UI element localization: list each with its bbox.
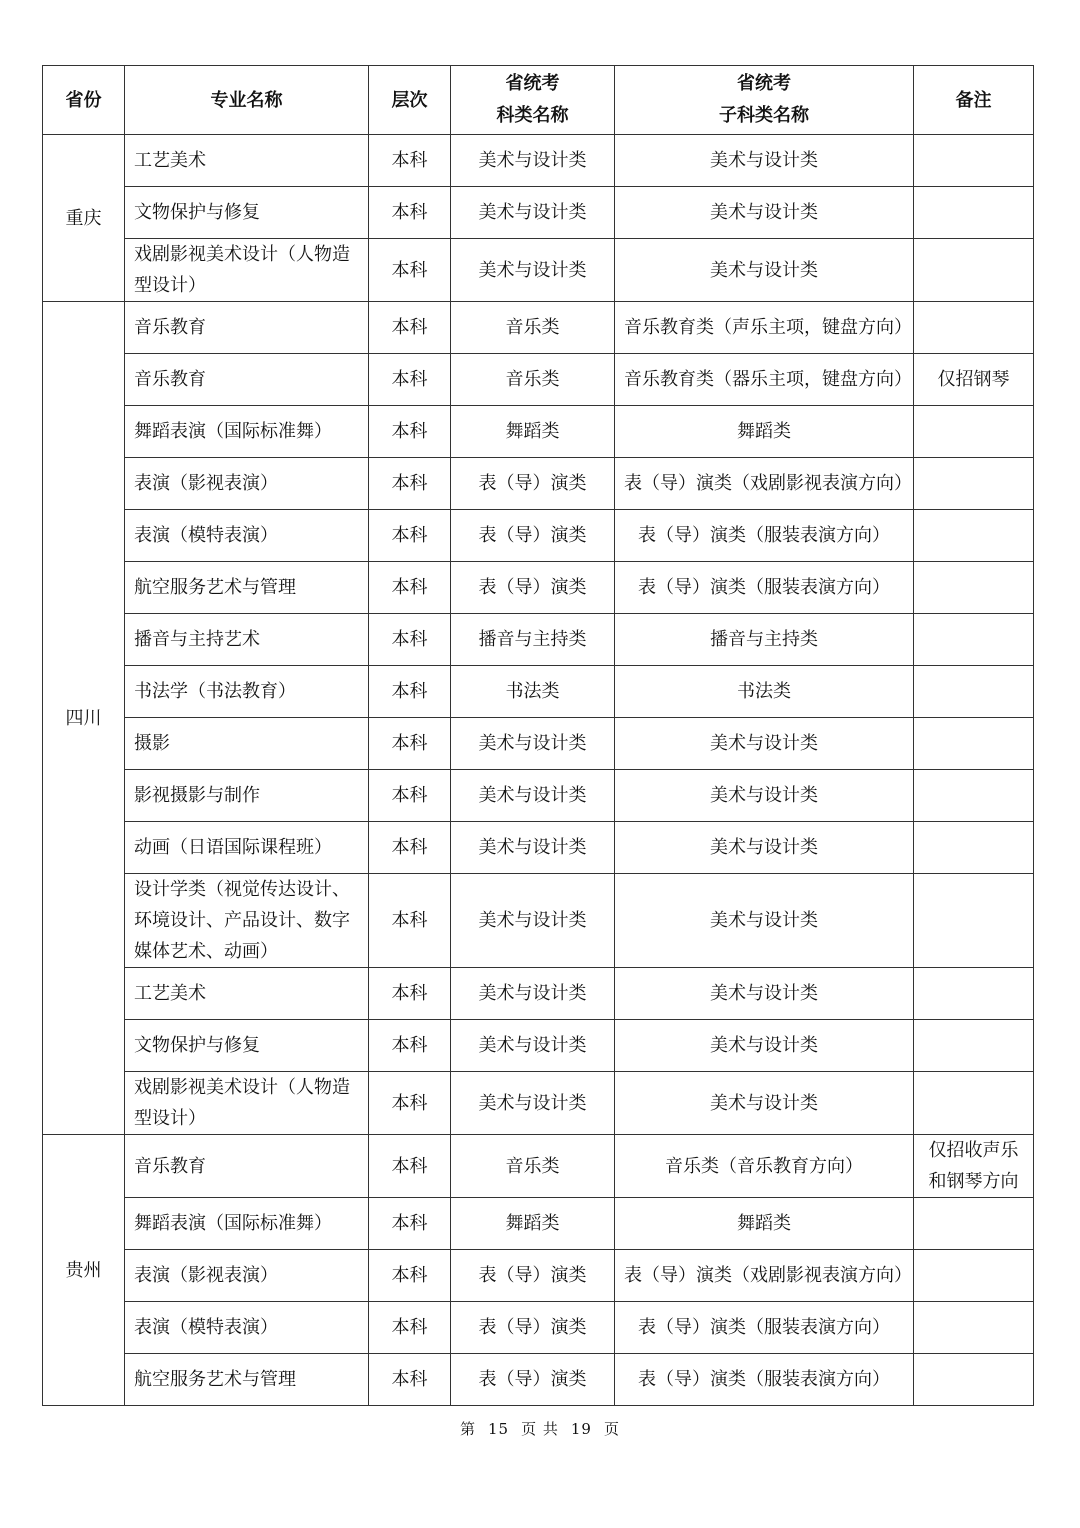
category-cell: 美术与设计类 bbox=[451, 187, 615, 239]
category-cell: 播音与主持类 bbox=[451, 614, 615, 666]
category-cell: 美术与设计类 bbox=[451, 822, 615, 874]
subcategory-cell: 美术与设计类 bbox=[615, 822, 914, 874]
table-row bbox=[43, 1354, 1034, 1406]
level-cell: 本科 bbox=[369, 1072, 451, 1135]
table-row bbox=[43, 510, 1034, 562]
remarks-cell bbox=[914, 187, 1034, 239]
table-row bbox=[43, 666, 1034, 718]
level-cell: 本科 bbox=[369, 302, 451, 354]
level-cell: 本科 bbox=[369, 1198, 451, 1250]
province-cell: 重庆 bbox=[43, 135, 125, 302]
remarks-cell bbox=[914, 1250, 1034, 1302]
subcategory-cell: 表（导）演类（戏剧影视表演方向） bbox=[615, 458, 914, 510]
table-row bbox=[43, 562, 1034, 614]
category-cell: 美术与设计类 bbox=[451, 968, 615, 1020]
table-row bbox=[43, 1198, 1034, 1250]
header-category-line1: 省统考 bbox=[505, 73, 560, 94]
header-row bbox=[43, 66, 1034, 135]
subcategory-cell: 表（导）演类（服装表演方向） bbox=[615, 510, 914, 562]
subcategory-cell: 美术与设计类 bbox=[615, 770, 914, 822]
table-row bbox=[43, 1135, 1034, 1198]
level-cell: 本科 bbox=[369, 1135, 451, 1198]
remarks-cell bbox=[914, 874, 1034, 968]
category-cell: 舞蹈类 bbox=[451, 1198, 615, 1250]
table-row bbox=[43, 718, 1034, 770]
category-cell: 美术与设计类 bbox=[451, 718, 615, 770]
level-cell: 本科 bbox=[369, 1250, 451, 1302]
level-cell: 本科 bbox=[369, 187, 451, 239]
header-major: 专业名称 bbox=[125, 66, 369, 135]
category-cell: 表（导）演类 bbox=[451, 1250, 615, 1302]
level-cell: 本科 bbox=[369, 458, 451, 510]
level-cell: 本科 bbox=[369, 770, 451, 822]
category-cell: 音乐类 bbox=[451, 354, 615, 406]
header-remarks: 备注 bbox=[914, 66, 1034, 135]
category-cell: 美术与设计类 bbox=[451, 239, 615, 302]
category-cell: 表（导）演类 bbox=[451, 562, 615, 614]
header-category bbox=[451, 66, 615, 135]
subcategory-cell: 美术与设计类 bbox=[615, 1072, 914, 1135]
major-cell: 文物保护与修复 bbox=[125, 1020, 369, 1072]
province-cell: 贵州 bbox=[43, 1135, 125, 1406]
subcategory-cell: 播音与主持类 bbox=[615, 614, 914, 666]
subcategory-cell: 表（导）演类（服装表演方向） bbox=[615, 1302, 914, 1354]
major-cell: 表演（模特表演） bbox=[125, 510, 369, 562]
category-cell: 书法类 bbox=[451, 666, 615, 718]
table-row bbox=[43, 822, 1034, 874]
table-row bbox=[43, 1020, 1034, 1072]
major-cell: 表演（影视表演） bbox=[125, 458, 369, 510]
subcategory-cell: 舞蹈类 bbox=[615, 1198, 914, 1250]
remarks-cell bbox=[914, 458, 1034, 510]
major-cell: 设计学类（视觉传达设计、环境设计、产品设计、数字媒体艺术、动画） bbox=[125, 874, 369, 968]
remarks-cell: 仅招收声乐和钢琴方向 bbox=[914, 1135, 1034, 1198]
major-cell: 动画（日语国际课程班） bbox=[125, 822, 369, 874]
subcategory-cell: 音乐类（音乐教育方向） bbox=[615, 1135, 914, 1198]
remarks-cell bbox=[914, 968, 1034, 1020]
remarks-cell bbox=[914, 1354, 1034, 1406]
table-row bbox=[43, 614, 1034, 666]
level-cell: 本科 bbox=[369, 718, 451, 770]
category-cell: 美术与设计类 bbox=[451, 1072, 615, 1135]
major-cell: 文物保护与修复 bbox=[125, 187, 369, 239]
level-cell: 本科 bbox=[369, 354, 451, 406]
subcategory-cell: 美术与设计类 bbox=[615, 968, 914, 1020]
category-cell: 表（导）演类 bbox=[451, 510, 615, 562]
major-cell: 航空服务艺术与管理 bbox=[125, 1354, 369, 1406]
remarks-cell bbox=[914, 822, 1034, 874]
subcategory-cell: 美术与设计类 bbox=[615, 874, 914, 968]
level-cell: 本科 bbox=[369, 239, 451, 302]
category-cell: 表（导）演类 bbox=[451, 458, 615, 510]
category-cell: 美术与设计类 bbox=[451, 1020, 615, 1072]
major-cell: 播音与主持艺术 bbox=[125, 614, 369, 666]
footer-page-number: 15 bbox=[488, 1420, 510, 1438]
remarks-cell bbox=[914, 1198, 1034, 1250]
level-cell: 本科 bbox=[369, 968, 451, 1020]
table-row bbox=[43, 874, 1034, 968]
subcategory-cell: 音乐教育类（声乐主项，键盘方向） bbox=[615, 302, 914, 354]
remarks-cell: 仅招钢琴 bbox=[914, 354, 1034, 406]
major-cell: 舞蹈表演（国际标准舞） bbox=[125, 1198, 369, 1250]
table-row bbox=[43, 354, 1034, 406]
subcategory-cell: 表（导）演类（戏剧影视表演方向） bbox=[615, 1250, 914, 1302]
subcategory-cell: 美术与设计类 bbox=[615, 718, 914, 770]
category-cell: 美术与设计类 bbox=[451, 135, 615, 187]
remarks-cell bbox=[914, 718, 1034, 770]
major-cell: 舞蹈表演（国际标准舞） bbox=[125, 406, 369, 458]
table-row bbox=[43, 135, 1034, 187]
subcategory-cell: 美术与设计类 bbox=[615, 187, 914, 239]
table-row bbox=[43, 239, 1034, 302]
subcategory-cell: 美术与设计类 bbox=[615, 135, 914, 187]
table-row bbox=[43, 1302, 1034, 1354]
major-cell: 戏剧影视美术设计（人物造型设计） bbox=[125, 239, 369, 302]
header-subcategory bbox=[615, 66, 914, 135]
table-row bbox=[43, 458, 1034, 510]
subcategory-cell: 表（导）演类（服装表演方向） bbox=[615, 1354, 914, 1406]
subcategory-cell: 美术与设计类 bbox=[615, 239, 914, 302]
subcategory-cell: 美术与设计类 bbox=[615, 1020, 914, 1072]
major-cell: 音乐教育 bbox=[125, 354, 369, 406]
major-cell: 表演（影视表演） bbox=[125, 1250, 369, 1302]
major-cell: 工艺美术 bbox=[125, 968, 369, 1020]
major-cell: 航空服务艺术与管理 bbox=[125, 562, 369, 614]
level-cell: 本科 bbox=[369, 614, 451, 666]
province-cell: 四川 bbox=[43, 302, 125, 1135]
header-province: 省份 bbox=[43, 66, 125, 135]
footer-middle: 页 共 bbox=[521, 1420, 559, 1438]
remarks-cell bbox=[914, 135, 1034, 187]
level-cell: 本科 bbox=[369, 562, 451, 614]
major-cell: 音乐教育 bbox=[125, 1135, 369, 1198]
major-cell: 表演（模特表演） bbox=[125, 1302, 369, 1354]
header-subcategory-line1: 省统考 bbox=[737, 73, 791, 94]
level-cell: 本科 bbox=[369, 874, 451, 968]
major-cell: 书法学（书法教育） bbox=[125, 666, 369, 718]
remarks-cell bbox=[914, 614, 1034, 666]
level-cell: 本科 bbox=[369, 1302, 451, 1354]
level-cell: 本科 bbox=[369, 1354, 451, 1406]
remarks-cell bbox=[914, 770, 1034, 822]
category-cell: 美术与设计类 bbox=[451, 874, 615, 968]
remarks-cell bbox=[914, 666, 1034, 718]
major-cell: 戏剧影视美术设计（人物造型设计） bbox=[125, 1072, 369, 1135]
subcategory-cell: 舞蹈类 bbox=[615, 406, 914, 458]
category-cell: 舞蹈类 bbox=[451, 406, 615, 458]
level-cell: 本科 bbox=[369, 135, 451, 187]
major-cell: 工艺美术 bbox=[125, 135, 369, 187]
subcategory-cell: 书法类 bbox=[615, 666, 914, 718]
subcategory-cell: 音乐教育类（器乐主项，键盘方向） bbox=[615, 354, 914, 406]
level-cell: 本科 bbox=[369, 1020, 451, 1072]
header-level: 层次 bbox=[369, 66, 451, 135]
subcategory-cell: 表（导）演类（服装表演方向） bbox=[615, 562, 914, 614]
remarks-cell bbox=[914, 406, 1034, 458]
table-row bbox=[43, 406, 1034, 458]
table-row bbox=[43, 302, 1034, 354]
table-row bbox=[43, 1250, 1034, 1302]
level-cell: 本科 bbox=[369, 822, 451, 874]
remarks-cell bbox=[914, 1302, 1034, 1354]
footer-suffix: 页 bbox=[603, 1420, 620, 1438]
major-cell: 影视摄影与制作 bbox=[125, 770, 369, 822]
remarks-cell bbox=[914, 510, 1034, 562]
remarks-cell bbox=[914, 562, 1034, 614]
major-cell: 摄影 bbox=[125, 718, 369, 770]
category-cell: 美术与设计类 bbox=[451, 770, 615, 822]
level-cell: 本科 bbox=[369, 510, 451, 562]
header-category-line2: 科类名称 bbox=[496, 105, 569, 126]
remarks-cell bbox=[914, 302, 1034, 354]
table-row bbox=[43, 770, 1034, 822]
remarks-cell bbox=[914, 1072, 1034, 1135]
enrollment-table bbox=[42, 65, 1034, 1406]
category-cell: 音乐类 bbox=[451, 302, 615, 354]
category-cell: 表（导）演类 bbox=[451, 1354, 615, 1406]
header-subcategory-line2: 子科类名称 bbox=[719, 105, 809, 126]
category-cell: 音乐类 bbox=[451, 1135, 615, 1198]
table-row bbox=[43, 968, 1034, 1020]
remarks-cell bbox=[914, 239, 1034, 302]
table-row bbox=[43, 1072, 1034, 1135]
level-cell: 本科 bbox=[369, 666, 451, 718]
footer-prefix: 第 bbox=[460, 1420, 477, 1438]
level-cell: 本科 bbox=[369, 406, 451, 458]
major-cell: 音乐教育 bbox=[125, 302, 369, 354]
category-cell: 表（导）演类 bbox=[451, 1302, 615, 1354]
remarks-cell bbox=[914, 1020, 1034, 1072]
page-footer bbox=[0, 1418, 1080, 1439]
table-row bbox=[43, 187, 1034, 239]
footer-total-pages: 19 bbox=[570, 1420, 592, 1438]
